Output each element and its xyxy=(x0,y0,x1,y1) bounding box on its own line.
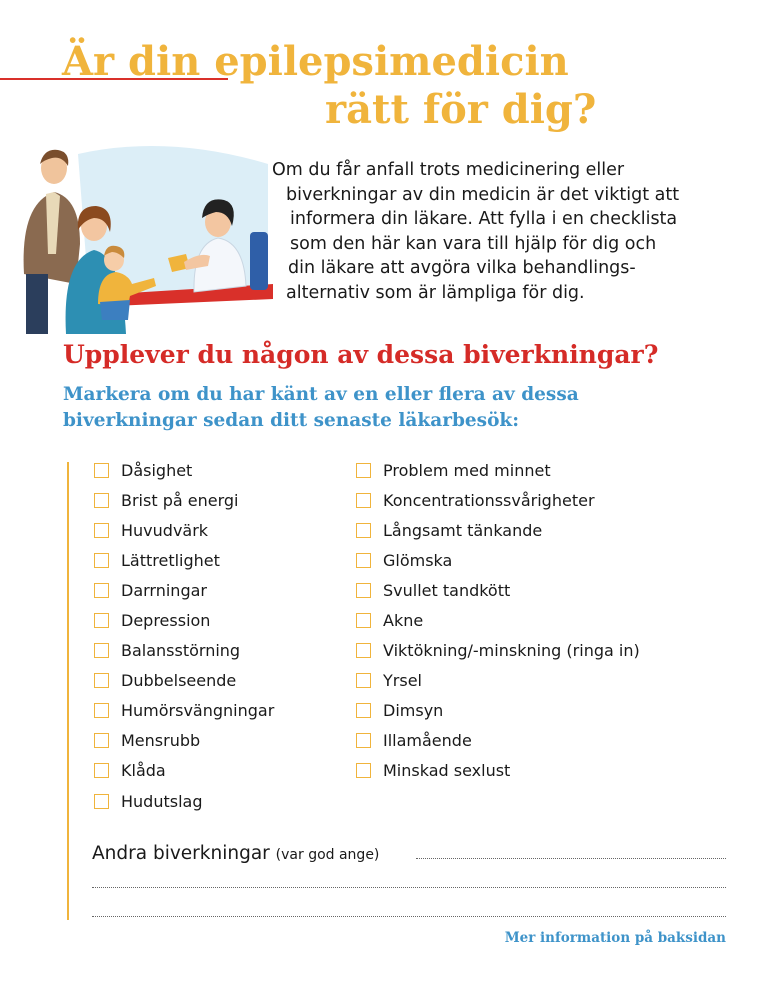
intro-paragraph xyxy=(272,158,679,306)
checkbox-item[interactable]: Dubbelseende xyxy=(94,669,236,691)
other-side-effects-label: Andra biverkningar (var god ange) xyxy=(92,843,380,864)
intro-line: informera din läkare. Att fylla i en checklista xyxy=(290,209,678,230)
checkbox-item[interactable]: Mensrubb xyxy=(94,729,200,751)
checkbox[interactable] xyxy=(94,493,109,508)
checkbox-item[interactable]: Svullet tandkött xyxy=(356,579,510,601)
checkbox[interactable] xyxy=(356,583,371,598)
checkbox-item[interactable]: Akne xyxy=(356,609,423,631)
checkbox-item[interactable]: Klåda xyxy=(94,759,166,781)
checkbox[interactable] xyxy=(356,703,371,718)
checkbox[interactable] xyxy=(356,523,371,538)
checkbox[interactable] xyxy=(94,553,109,568)
title-line-1: Är din epilepsimedicin xyxy=(62,38,569,85)
checkbox[interactable] xyxy=(356,733,371,748)
checkbox-item[interactable]: Huvudvärk xyxy=(94,519,208,541)
question-heading: Upplever du någon av dessa biverkningar? xyxy=(63,340,659,369)
checkbox-item[interactable]: Yrsel xyxy=(356,669,422,691)
checkbox[interactable] xyxy=(94,523,109,538)
checkbox[interactable] xyxy=(94,703,109,718)
checkbox-item[interactable]: Depression xyxy=(94,609,210,631)
checkbox[interactable] xyxy=(356,553,371,568)
checkbox-item[interactable]: Dåsighet xyxy=(94,459,192,481)
other-side-effects-field[interactable] xyxy=(92,916,726,917)
checkbox[interactable] xyxy=(94,463,109,478)
other-side-effects-field[interactable] xyxy=(416,858,726,859)
checkbox-item[interactable]: Långsamt tänkande xyxy=(356,519,542,541)
intro-line: som den här kan vara till hjälp för dig och xyxy=(290,233,657,254)
checkbox[interactable] xyxy=(356,673,371,688)
checkbox-item[interactable]: Viktökning/-minskning (ringa in) xyxy=(356,639,640,661)
intro-line: din läkare att avgöra vilka behandlings- xyxy=(288,258,636,279)
checkbox-item[interactable]: Darrningar xyxy=(94,579,207,601)
more-info-footer: Mer information på baksidan xyxy=(504,930,726,946)
title-line-2: rätt för dig? xyxy=(325,86,597,133)
checkbox-item[interactable]: Humörsvängningar xyxy=(94,699,274,721)
checkbox-item[interactable]: Minskad sexlust xyxy=(356,759,510,781)
checkbox[interactable] xyxy=(356,493,371,508)
checkbox[interactable] xyxy=(356,763,371,778)
checkbox-item[interactable]: Problem med minnet xyxy=(356,459,551,481)
checkbox-item[interactable]: Koncentrationssvårigheter xyxy=(356,489,595,511)
checkbox[interactable] xyxy=(356,463,371,478)
checklist-accent-bar xyxy=(67,462,69,920)
checkbox-item[interactable]: Balansstörning xyxy=(94,639,240,661)
checkbox[interactable] xyxy=(94,763,109,778)
intro-line: biverkningar av din medicin är det viktigt att xyxy=(286,184,680,205)
checkbox[interactable] xyxy=(94,613,109,628)
intro-line: alternativ som är lämpliga för dig. xyxy=(286,282,585,303)
checkbox-item[interactable]: Brist på energi xyxy=(94,489,238,511)
checkbox[interactable] xyxy=(94,733,109,748)
checkbox[interactable] xyxy=(94,794,109,809)
instruction-text xyxy=(63,382,579,434)
family-visiting-doctor-illustration xyxy=(18,134,280,334)
checkbox-item[interactable]: Illamående xyxy=(356,729,472,751)
checkbox[interactable] xyxy=(94,673,109,688)
instruction-line-2: biverkningar sedan ditt senaste läkarbesök: xyxy=(63,410,520,431)
checkbox-item[interactable]: Hudutslag xyxy=(94,790,202,812)
instruction-line-1: Markera om du har känt av en eller flera av dessa xyxy=(63,384,579,405)
checkbox-item[interactable]: Dimsyn xyxy=(356,699,443,721)
checkbox-item[interactable]: Glömska xyxy=(356,549,452,571)
checkbox-item[interactable]: Lättretlighet xyxy=(94,549,220,571)
checkbox[interactable] xyxy=(356,613,371,628)
checkbox[interactable] xyxy=(94,583,109,598)
intro-line: Om du får anfall trots medicinering eller xyxy=(272,160,625,180)
checkbox[interactable] xyxy=(94,643,109,658)
other-side-effects-field[interactable] xyxy=(92,887,726,888)
checkbox[interactable] xyxy=(356,643,371,658)
